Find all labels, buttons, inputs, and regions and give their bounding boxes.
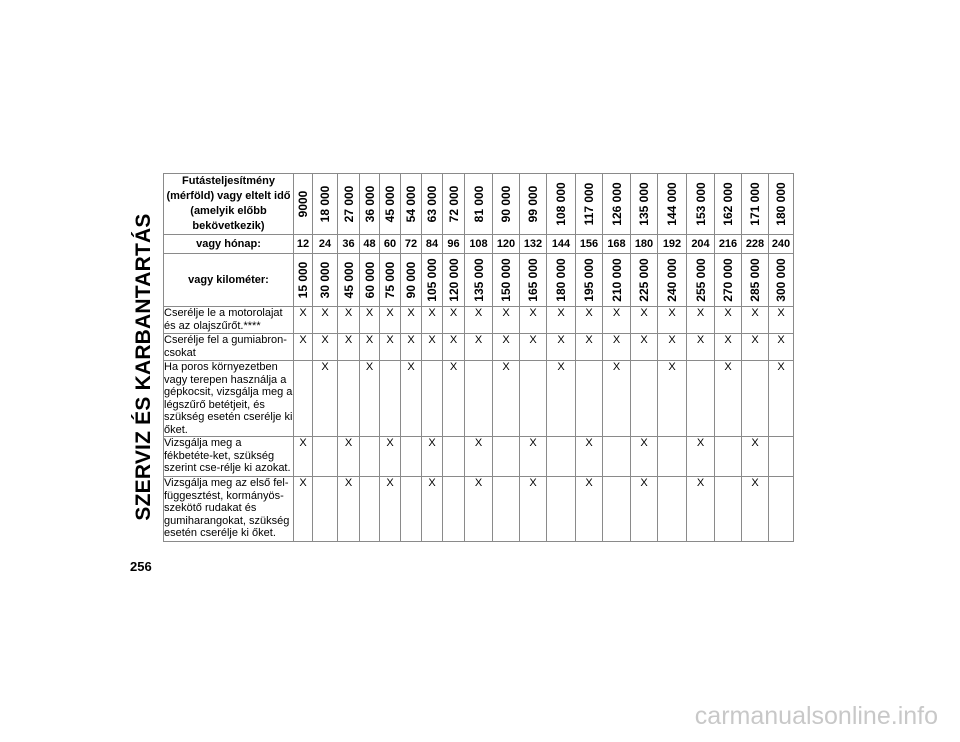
service-mark (769, 477, 794, 542)
km-cell (401, 254, 422, 307)
mileage-value: 90 000 (499, 185, 513, 223)
service-mark: X (547, 361, 576, 437)
mileage-value: 180 000 (774, 182, 788, 226)
service-mark (313, 437, 338, 477)
mileage-cell (493, 174, 520, 235)
km-cell (338, 254, 360, 307)
service-mark: X (422, 307, 443, 334)
service-mark: X (742, 477, 769, 542)
km-value: 135 000 (471, 258, 486, 302)
km-cell (380, 254, 401, 307)
service-mark (360, 477, 380, 542)
km-value: 60 000 (362, 261, 377, 299)
service-mark: X (313, 334, 338, 361)
service-mark: X (465, 477, 493, 542)
km-row (164, 254, 794, 307)
service-mark (687, 361, 715, 437)
km-value: 300 000 (774, 258, 788, 302)
mileage-value: 72 000 (446, 185, 461, 223)
service-mark: X (576, 437, 603, 477)
service-mark (520, 361, 547, 437)
service-mark: X (658, 334, 687, 361)
km-value: 120 000 (446, 258, 461, 302)
service-mark: X (576, 307, 603, 334)
mileage-cell (576, 174, 603, 235)
service-mark: X (338, 437, 360, 477)
service-mark: X (422, 437, 443, 477)
table-row (164, 307, 794, 334)
month-row (164, 235, 794, 254)
mileage-value: 162 000 (721, 182, 735, 226)
service-mark: X (443, 307, 465, 334)
service-mark: X (687, 477, 715, 542)
km-cell (742, 254, 769, 307)
service-mark (422, 361, 443, 437)
mileage-cell (338, 174, 360, 235)
mileage-cell (520, 174, 547, 235)
km-value: 105 000 (425, 258, 439, 302)
service-mark (380, 361, 401, 437)
watermark: carmanualsonline.info (694, 702, 938, 730)
service-mark (360, 437, 380, 477)
service-mark: X (631, 334, 658, 361)
month-value: 84 (422, 235, 443, 254)
service-mark: X (360, 361, 380, 437)
km-cell (658, 254, 687, 307)
service-mark (493, 477, 520, 542)
service-mark: X (547, 334, 576, 361)
mileage-value: 9000 (296, 190, 310, 218)
service-mark: X (520, 307, 547, 334)
km-cell (520, 254, 547, 307)
service-mark: X (360, 307, 380, 334)
mileage-cell (380, 174, 401, 235)
service-mark: X (338, 477, 360, 542)
service-mark: X (715, 307, 742, 334)
service-mark: X (603, 307, 631, 334)
service-mark: X (576, 334, 603, 361)
service-mark (658, 477, 687, 542)
km-cell (313, 254, 338, 307)
km-cell (493, 254, 520, 307)
month-value: 216 (715, 235, 742, 254)
mileage-value: 117 000 (582, 182, 596, 226)
km-value: 270 000 (721, 258, 735, 302)
service-mark: X (493, 334, 520, 361)
mileage-value: 54 000 (404, 185, 418, 223)
service-mark: X (769, 307, 794, 334)
mileage-cell (294, 174, 313, 235)
service-mark (742, 361, 769, 437)
page-number: 256 (130, 559, 152, 574)
mileage-value: 81 000 (471, 185, 486, 223)
mileage-value: 144 000 (665, 182, 679, 226)
month-value: 48 (360, 235, 380, 254)
km-cell (603, 254, 631, 307)
service-mark (294, 361, 313, 437)
mileage-value: 36 000 (362, 185, 377, 223)
service-mark (401, 437, 422, 477)
service-mark (576, 361, 603, 437)
service-mark: X (443, 361, 465, 437)
month-value: 108 (465, 235, 493, 254)
km-cell (687, 254, 715, 307)
service-mark: X (380, 334, 401, 361)
km-value: 45 000 (341, 261, 356, 299)
km-value: 180 000 (554, 258, 568, 302)
mileage-value: 135 000 (637, 182, 651, 226)
service-mark: X (520, 477, 547, 542)
mileage-cell (360, 174, 380, 235)
service-mark: X (742, 437, 769, 477)
service-mark: X (360, 334, 380, 361)
month-value: 168 (603, 235, 631, 254)
km-value: 210 000 (609, 258, 624, 302)
service-mark (715, 437, 742, 477)
km-value: 30 000 (318, 261, 332, 299)
service-mark: X (313, 307, 338, 334)
service-mark (715, 477, 742, 542)
service-mark: X (338, 307, 360, 334)
km-cell (294, 254, 313, 307)
km-cell (443, 254, 465, 307)
service-mark: X (380, 307, 401, 334)
section-side-title (124, 167, 164, 567)
km-value: 90 000 (404, 261, 418, 299)
month-value: 60 (380, 235, 401, 254)
month-value: 24 (313, 235, 338, 254)
month-value: 240 (769, 235, 794, 254)
service-mark: X (422, 334, 443, 361)
km-value: 195 000 (582, 258, 596, 302)
month-value: 96 (443, 235, 465, 254)
service-mark (313, 477, 338, 542)
task-label: Vizsgálja meg az első fel-függesztést, kormányös-szekötő rudakat és gumiharangokat, szükség esetén cserélje ki őket. (164, 477, 294, 542)
km-value: 285 000 (748, 258, 762, 302)
mileage-cell (443, 174, 465, 235)
service-mark (338, 361, 360, 437)
mileage-cell (769, 174, 794, 235)
table-row (164, 477, 794, 542)
km-cell (465, 254, 493, 307)
service-mark: X (493, 361, 520, 437)
mileage-cell (547, 174, 576, 235)
service-mark: X (294, 437, 313, 477)
month-value: 132 (520, 235, 547, 254)
km-value: 225 000 (637, 258, 651, 302)
service-mark: X (687, 437, 715, 477)
service-mark: X (380, 477, 401, 542)
month-value: 12 (294, 235, 313, 254)
mileage-value: 99 000 (526, 185, 540, 223)
table-row (164, 361, 794, 437)
service-mark: X (294, 477, 313, 542)
service-mark: X (493, 307, 520, 334)
service-mark: X (294, 307, 313, 334)
service-mark: X (742, 334, 769, 361)
service-mark (603, 477, 631, 542)
service-mark: X (547, 307, 576, 334)
km-cell (547, 254, 576, 307)
task-label: Cserélje le a motorolajat és az olajszűrőt.**** (164, 307, 294, 334)
service-mark (465, 361, 493, 437)
mileage-value: 126 000 (609, 182, 624, 226)
km-cell (576, 254, 603, 307)
mileage-cell (742, 174, 769, 235)
km-value: 150 000 (499, 258, 513, 302)
km-cell (769, 254, 794, 307)
service-mark: X (631, 437, 658, 477)
month-value: 180 (631, 235, 658, 254)
km-label: vagy kilométer: (164, 254, 294, 307)
service-mark: X (465, 307, 493, 334)
mileage-value: 18 000 (318, 185, 332, 223)
km-cell (715, 254, 742, 307)
service-mark (658, 437, 687, 477)
mileage-value: 108 000 (554, 182, 568, 226)
service-mark (631, 361, 658, 437)
service-mark: X (443, 334, 465, 361)
task-label: Cserélje fel a gumiabron-csokat (164, 334, 294, 361)
service-mark (401, 477, 422, 542)
service-mark: X (603, 361, 631, 437)
km-value: 165 000 (526, 258, 540, 302)
service-mark: X (465, 437, 493, 477)
service-mark: X (401, 334, 422, 361)
km-value: 240 000 (665, 258, 679, 302)
service-mark (547, 477, 576, 542)
service-mark (547, 437, 576, 477)
km-value: 75 000 (383, 261, 397, 299)
service-mark: X (687, 307, 715, 334)
mileage-value: 63 000 (425, 185, 439, 223)
service-mark: X (769, 334, 794, 361)
service-mark: X (422, 477, 443, 542)
service-mark: X (769, 361, 794, 437)
mileage-value: 45 000 (383, 185, 397, 223)
mileage-value: 171 000 (748, 182, 762, 226)
mileage-cell (401, 174, 422, 235)
km-value: 255 000 (693, 258, 708, 302)
mileage-cell (313, 174, 338, 235)
service-mark: X (631, 307, 658, 334)
maintenance-schedule-table (163, 173, 794, 542)
km-cell (631, 254, 658, 307)
km-cell (360, 254, 380, 307)
service-mark: X (687, 334, 715, 361)
month-value: 144 (547, 235, 576, 254)
service-mark: X (520, 437, 547, 477)
km-cell (422, 254, 443, 307)
service-mark (493, 437, 520, 477)
month-value: 156 (576, 235, 603, 254)
service-mark: X (338, 334, 360, 361)
mileage-cell (603, 174, 631, 235)
service-mark: X (631, 477, 658, 542)
service-mark (769, 437, 794, 477)
month-value: 36 (338, 235, 360, 254)
service-mark: X (313, 361, 338, 437)
month-value: 120 (493, 235, 520, 254)
table-row (164, 334, 794, 361)
mileage-cell (465, 174, 493, 235)
table-row (164, 437, 794, 477)
service-mark (443, 437, 465, 477)
service-mark: X (401, 361, 422, 437)
section-title-text: SZERVIZ ÉS KARBANTARTÁS (132, 213, 155, 521)
service-mark (443, 477, 465, 542)
service-mark: X (715, 334, 742, 361)
month-value: 72 (401, 235, 422, 254)
mileage-cell (631, 174, 658, 235)
mileage-cell (687, 174, 715, 235)
month-value: 204 (687, 235, 715, 254)
mileage-cell (422, 174, 443, 235)
service-mark: X (742, 307, 769, 334)
month-label: vagy hónap: (164, 235, 294, 254)
mileage-cell (658, 174, 687, 235)
service-mark: X (465, 334, 493, 361)
service-mark: X (658, 361, 687, 437)
mileage-row (164, 174, 794, 235)
month-value: 228 (742, 235, 769, 254)
mileage-label: Futásteljesítmény (mérföld) vagy eltelt idő (amelyik előbb bekövetkezik) (164, 174, 294, 235)
service-mark: X (715, 361, 742, 437)
service-mark: X (576, 477, 603, 542)
service-mark (603, 437, 631, 477)
service-mark: X (520, 334, 547, 361)
service-mark: X (603, 334, 631, 361)
mileage-value: 27 000 (341, 185, 356, 223)
task-label: Vizsgálja meg a fékbetéte-ket, szükség szerint cse-rélje ki azokat. (164, 437, 294, 477)
mileage-value: 153 000 (693, 182, 708, 226)
service-mark: X (294, 334, 313, 361)
km-value: 15 000 (296, 261, 310, 299)
month-value: 192 (658, 235, 687, 254)
service-mark: X (380, 437, 401, 477)
service-mark: X (401, 307, 422, 334)
task-label: Ha poros környezetben vagy terepen használja a gépkocsit, vizsgálja meg a légszűrő betétjeit, és szükség esetén cserélje ki őket. (164, 361, 293, 436)
service-mark: X (658, 307, 687, 334)
mileage-cell (715, 174, 742, 235)
